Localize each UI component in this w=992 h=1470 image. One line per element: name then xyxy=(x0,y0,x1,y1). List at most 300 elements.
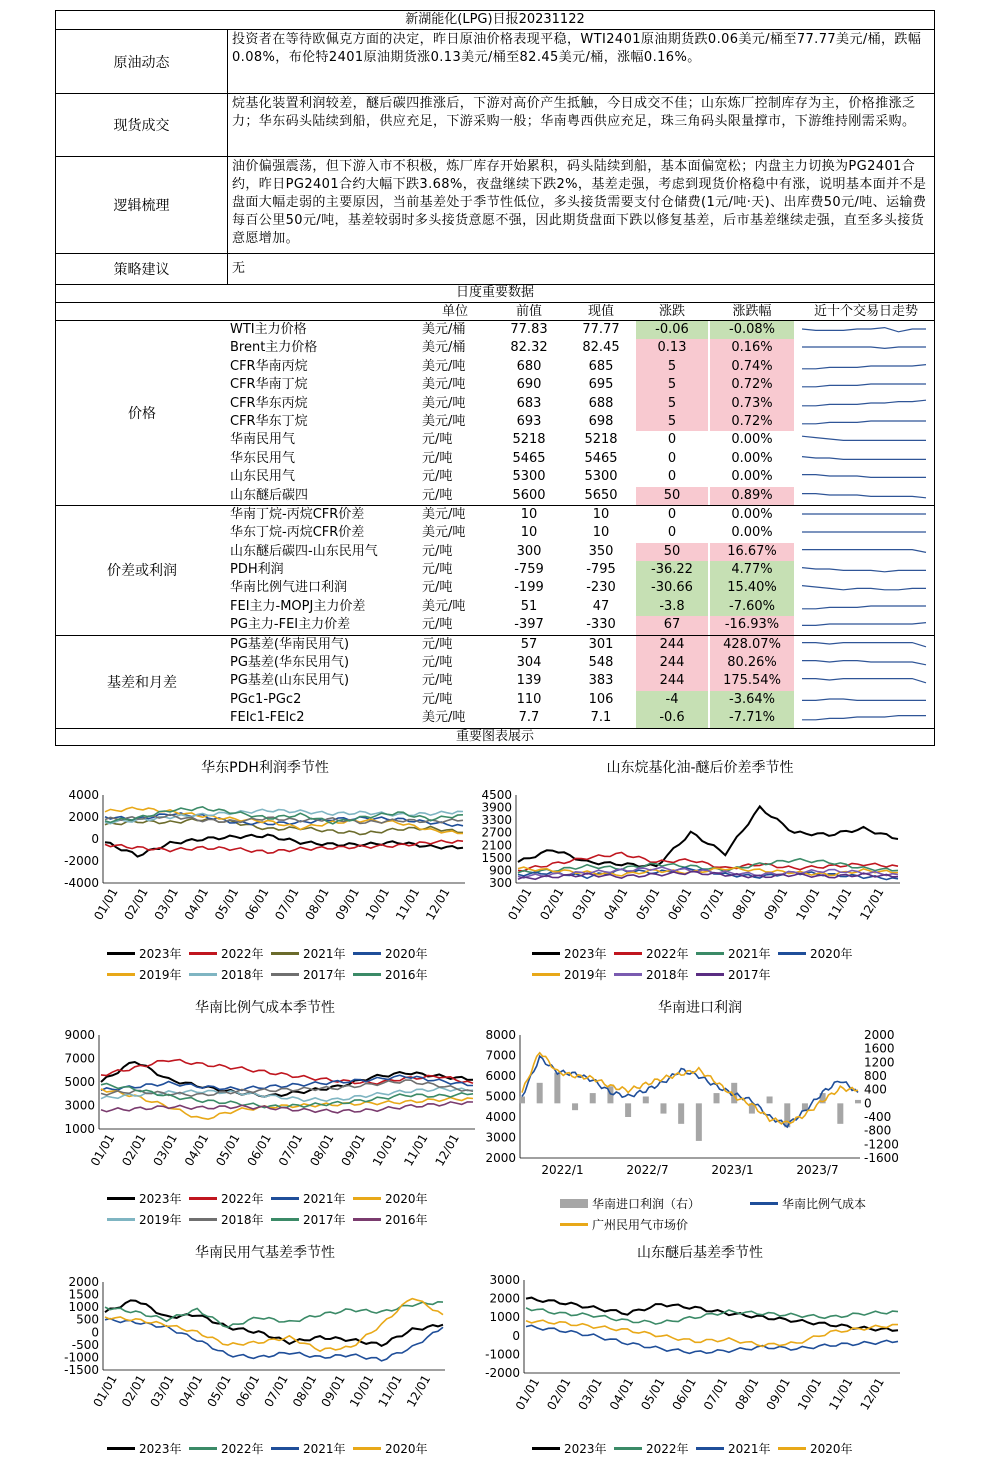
legend-label: 2022年 xyxy=(221,1192,264,1206)
row-chg: 0 xyxy=(667,469,677,485)
row-chg: 50 xyxy=(636,487,708,505)
row-name: CFR华南丁烷 xyxy=(230,377,308,393)
chart-canvas xyxy=(480,755,920,955)
data-row xyxy=(56,431,934,449)
legend-item xyxy=(532,966,607,983)
y-tick-label: 3300 xyxy=(481,813,512,828)
legend-item xyxy=(189,1440,264,1457)
row-pct: 0.00% xyxy=(731,506,773,522)
legend-item xyxy=(353,945,428,962)
legend-swatch xyxy=(353,952,381,955)
chart-title: 山东烷基化油-醚后价差季节性 xyxy=(606,760,794,776)
legend-label: 2019年 xyxy=(564,968,607,982)
y-tick-label: 2000 xyxy=(485,1151,516,1165)
section-text: 油价偏强震荡，但下游入市不积极，炼厂库存开始累积，码头陆续到船，基本面偏宽松；内盘主力切换为PG2401合约，昨日PG2401合约大幅下跌3.68%，夜盘继续下跌2%，基差走强，考虑到现货价格稳中有涨，说明基本面并不是盘面大幅走弱的主要原因，当前基差处于季节性低位，多头接货需要支付仓储费(1元/吨·天)、出库费50元/吨、运输费每百公里50元/吨，基差较弱时多头接货意愿不强，因此期货盘面下跌以修复基差，后市基差继续走强，直至多头接货意愿增加。 xyxy=(232,159,927,246)
chart xyxy=(480,995,920,1232)
legend-item xyxy=(107,966,182,983)
sparkline-path xyxy=(802,642,926,646)
section-row xyxy=(55,94,935,157)
col-pct: 涨跌幅 xyxy=(732,304,772,319)
data-row xyxy=(56,636,934,654)
sparkline-path xyxy=(802,586,926,590)
x-tick-label: 09/01 xyxy=(332,885,363,923)
row-unit: 元/吨 xyxy=(422,580,453,596)
legend-swatch xyxy=(271,952,299,955)
x-tick-label: 03/01 xyxy=(569,885,599,923)
bar-mark xyxy=(643,1097,649,1104)
row-chg: 5 xyxy=(636,358,708,376)
x-tick-label: 06/01 xyxy=(242,885,272,923)
row-prev: 10 xyxy=(520,506,538,522)
sparkline-path xyxy=(802,493,926,497)
col-cur: 现值 xyxy=(587,304,614,319)
trend-sparkline xyxy=(801,471,927,484)
row-prev: 51 xyxy=(520,598,538,614)
trend-sparkline xyxy=(801,361,927,374)
x-tick-label: 2023/1 xyxy=(711,1163,754,1177)
x-tick-label: 11/01 xyxy=(825,885,855,923)
row-pct: 0.00% xyxy=(731,432,773,448)
chart-title: 山东醚后基差季节性 xyxy=(637,1245,763,1261)
y-tick-label: 3000 xyxy=(485,1130,516,1145)
lpg-daily-report xyxy=(55,10,935,746)
trend-sparkline xyxy=(801,601,927,614)
chart-canvas xyxy=(55,995,475,1195)
row-prev: -397 xyxy=(514,617,544,633)
legend-label: 2017年 xyxy=(303,1213,346,1227)
series-line xyxy=(522,1053,858,1124)
y-tick-label: 4000 xyxy=(485,1110,516,1124)
legend-item xyxy=(271,1440,346,1457)
legend-item xyxy=(560,1195,700,1212)
legend-label: 2022年 xyxy=(221,1442,264,1456)
y-tick-label: 300 xyxy=(489,876,512,890)
legend-item xyxy=(189,945,264,962)
row-name: 山东民用气 xyxy=(230,469,296,485)
row-unit: 元/吨 xyxy=(422,673,453,689)
bar-mark xyxy=(537,1083,543,1104)
x-tick-label: 2022/1 xyxy=(541,1163,584,1177)
legend-label: 2017年 xyxy=(303,968,346,982)
legend-label: 2023年 xyxy=(564,947,607,961)
trend-sparkline xyxy=(801,434,927,447)
legend-swatch xyxy=(189,952,217,955)
bar-mark xyxy=(519,1097,525,1104)
legend-label: 2018年 xyxy=(646,968,689,982)
legend-swatch xyxy=(778,952,806,955)
y-tick-label: 0 xyxy=(512,1328,520,1343)
row-unit: 美元/吨 xyxy=(422,506,466,522)
y-tick-label: 3900 xyxy=(481,800,512,815)
row-cur: 301 xyxy=(588,636,614,652)
trend-sparkline xyxy=(801,453,927,466)
row-chg: 0 xyxy=(667,450,677,466)
legend-item xyxy=(271,945,346,962)
x-tick-label: 05/01 xyxy=(213,1131,243,1169)
x-tick-label: 03/01 xyxy=(151,885,182,923)
row-pct: -3.64% xyxy=(710,691,794,709)
legend-swatch xyxy=(532,1447,560,1450)
trend-sparkline xyxy=(801,490,927,503)
legend-item xyxy=(696,966,771,983)
row-prev: 693 xyxy=(516,413,542,429)
legend-swatch xyxy=(189,1218,217,1221)
legend-item xyxy=(614,966,689,983)
legend-swatch xyxy=(107,1447,135,1450)
row-pct: 0.74% xyxy=(710,358,794,376)
x-tick-label: 07/01 xyxy=(275,1131,306,1169)
legend-label: 2016年 xyxy=(385,1213,428,1227)
legend-label: 2022年 xyxy=(221,947,264,961)
trend-sparkline xyxy=(801,712,927,725)
chart-canvas xyxy=(55,755,475,955)
sparkline-path xyxy=(802,661,926,665)
x-tick-label: 09/01 xyxy=(761,885,791,923)
row-unit: 美元/桶 xyxy=(422,322,466,337)
sparkline-path xyxy=(802,606,926,609)
data-row xyxy=(56,450,934,468)
x-tick-label: 08/01 xyxy=(289,1372,320,1410)
section-text: 无 xyxy=(232,261,246,276)
row-unit: 美元/吨 xyxy=(422,598,466,614)
row-pct: 0.73% xyxy=(710,395,794,413)
row-chg: -4 xyxy=(636,691,708,709)
row-pct: 0.00% xyxy=(731,525,773,541)
row-pct: -7.71% xyxy=(710,709,794,727)
legend-swatch xyxy=(271,1447,299,1450)
row-prev: 5465 xyxy=(512,450,546,466)
row-name: WTI主力价格 xyxy=(230,322,307,337)
section-label: 现货成交 xyxy=(56,94,228,156)
row-prev: 690 xyxy=(516,377,542,393)
x-tick-label: 08/01 xyxy=(307,1131,337,1169)
data-row xyxy=(56,616,934,634)
y-tick-label: 2000 xyxy=(489,1291,520,1306)
row-chg: 50 xyxy=(636,543,708,561)
y2-tick-label: 0 xyxy=(864,1096,872,1111)
trend-sparkline xyxy=(801,694,927,707)
y-tick-label: 500 xyxy=(76,1312,99,1327)
series-line xyxy=(105,1302,443,1328)
legend-label: 2018年 xyxy=(221,968,264,982)
y-tick-label: -1500 xyxy=(64,1363,99,1377)
sparkline-path xyxy=(802,384,926,387)
row-cur: 7.1 xyxy=(590,710,612,726)
trend-sparkline xyxy=(801,619,927,632)
legend-swatch xyxy=(696,1447,724,1450)
legend-label: 2020年 xyxy=(810,1442,853,1456)
row-cur: 77.77 xyxy=(582,322,620,337)
trend-sparkline xyxy=(801,527,927,540)
x-tick-label: 2022/7 xyxy=(626,1163,669,1177)
legend-item xyxy=(107,1440,182,1457)
row-name: FEIc1-FEIc2 xyxy=(230,710,305,726)
row-cur: 10 xyxy=(592,525,610,541)
legend-label: 2023年 xyxy=(564,1442,607,1456)
sparkline-path xyxy=(802,400,926,406)
report-title: 新湖能化(LPG)日报20231122 xyxy=(55,10,935,30)
x-tick-label: 07/01 xyxy=(700,1375,731,1413)
sparkline-path xyxy=(802,421,926,424)
y-tick-label: 3000 xyxy=(489,1273,520,1287)
y-tick-label: 1000 xyxy=(64,1122,95,1136)
row-cur: 5218 xyxy=(584,432,618,448)
row-pct: 175.54% xyxy=(710,672,794,690)
legend-item xyxy=(353,1211,428,1228)
row-prev: 300 xyxy=(516,543,542,559)
bar-mark xyxy=(572,1103,578,1110)
row-chg: -0.06 xyxy=(636,321,708,339)
row-name: PDH利润 xyxy=(230,562,284,578)
legend-item xyxy=(778,945,853,962)
y-tick-label: -1000 xyxy=(64,1350,99,1365)
x-tick-label: 12/01 xyxy=(432,1131,462,1169)
x-tick-label: 03/01 xyxy=(575,1375,605,1413)
row-unit: 美元/吨 xyxy=(422,525,466,541)
x-tick-label: 08/01 xyxy=(732,1375,762,1413)
row-pct: -0.08% xyxy=(710,321,794,339)
chart-title: 华南民用气基差季节性 xyxy=(195,1245,335,1261)
legend-item xyxy=(696,1440,771,1457)
row-cur: 5300 xyxy=(584,469,618,485)
legend-item xyxy=(107,1211,182,1228)
row-unit: 元/吨 xyxy=(422,543,453,559)
y-tick-label: 1500 xyxy=(68,1287,99,1302)
y2-tick-label: 1200 xyxy=(864,1055,895,1070)
row-pct: 428.07% xyxy=(710,636,794,654)
legend-swatch xyxy=(696,952,724,955)
y-tick-label: 2100 xyxy=(481,838,512,853)
group-label: 基差和月差 xyxy=(107,674,177,691)
bar-mark xyxy=(802,1103,808,1110)
col-unit: 单位 xyxy=(441,304,468,319)
row-pct: 15.40% xyxy=(710,579,794,597)
row-chg: 0 xyxy=(667,525,677,541)
row-prev: 5218 xyxy=(512,432,546,448)
bar-mark xyxy=(714,1093,720,1103)
row-prev: 5300 xyxy=(512,469,546,485)
x-tick-label: 08/01 xyxy=(302,885,332,923)
y-tick-label: 1000 xyxy=(68,1300,99,1315)
legend-label: 2020年 xyxy=(810,947,853,961)
legend-swatch xyxy=(750,1202,778,1205)
row-unit: 美元/吨 xyxy=(422,358,466,374)
bar-mark xyxy=(855,1100,861,1103)
x-tick-label: 03/01 xyxy=(150,1131,180,1169)
legend-item xyxy=(271,1211,346,1228)
section-row xyxy=(55,157,935,254)
legend-label: 2023年 xyxy=(139,1442,182,1456)
legend-item xyxy=(353,966,428,983)
y2-tick-label: -1600 xyxy=(864,1151,899,1165)
daily-data-header: 日度重要数据 xyxy=(55,285,935,303)
row-cur: 106 xyxy=(588,691,614,707)
row-prev: -199 xyxy=(514,580,544,596)
legend-label: 广州民用气市场价 xyxy=(592,1218,689,1232)
row-prev: 7.7 xyxy=(518,710,540,726)
legend-item xyxy=(532,945,607,962)
sparkline-path xyxy=(802,328,926,332)
y-tick-label: 2000 xyxy=(68,810,99,824)
y-tick-label: 4500 xyxy=(481,788,512,802)
row-unit: 元/吨 xyxy=(422,469,453,485)
legend-label: 2022年 xyxy=(646,1442,689,1456)
data-row xyxy=(56,468,934,486)
trend-sparkline xyxy=(801,546,927,559)
legend-label: 2018年 xyxy=(221,1213,264,1227)
row-unit: 美元/吨 xyxy=(422,413,466,429)
y2-tick-label: 800 xyxy=(864,1069,887,1083)
legend-label: 华南进口利润（右） xyxy=(592,1197,701,1211)
legend-swatch xyxy=(271,1218,299,1221)
row-chg: -0.6 xyxy=(636,709,708,727)
row-prev: 57 xyxy=(520,636,538,652)
legend-label: 2020年 xyxy=(385,1192,428,1206)
chart-title: 华东PDH利润季节性 xyxy=(201,760,329,776)
row-cur: 350 xyxy=(588,543,614,559)
bar-mark xyxy=(678,1103,684,1124)
y-tick-label: 5000 xyxy=(64,1075,95,1089)
bar-mark xyxy=(837,1103,843,1124)
legend-swatch xyxy=(614,1447,642,1450)
y2-tick-label: -1200 xyxy=(864,1137,899,1152)
trend-sparkline xyxy=(801,324,927,337)
row-chg: 244 xyxy=(636,636,708,654)
y-tick-label: 900 xyxy=(489,863,512,878)
sparkline-path xyxy=(802,364,926,368)
legend-swatch xyxy=(189,1447,217,1450)
data-row xyxy=(56,321,934,339)
legend-swatch xyxy=(532,952,560,955)
charts-header: 重要图表展示 xyxy=(55,728,935,746)
x-tick-label: 01/01 xyxy=(87,1131,118,1169)
y2-tick-label: -400 xyxy=(864,1110,892,1124)
row-name: 华东民用气 xyxy=(230,450,296,466)
row-prev: 77.83 xyxy=(510,322,548,337)
row-unit: 元/吨 xyxy=(422,691,453,707)
x-tick-label: 01/01 xyxy=(90,1372,120,1410)
legend-item xyxy=(560,1216,688,1233)
row-name: 华南比例气进口利润 xyxy=(230,580,348,596)
y-tick-label: 8000 xyxy=(485,1028,516,1042)
legend-swatch xyxy=(560,1199,588,1208)
sparkline-path xyxy=(802,347,926,348)
legend-swatch xyxy=(614,952,642,955)
row-cur: 5465 xyxy=(584,450,618,466)
x-tick-label: 05/01 xyxy=(638,1375,668,1413)
y-tick-label: 1500 xyxy=(481,850,512,865)
legend-swatch xyxy=(107,973,135,976)
row-chg: 0 xyxy=(667,506,677,522)
x-tick-label: 10/01 xyxy=(794,1375,825,1413)
legend-label: 华南比例气成本 xyxy=(782,1197,867,1211)
row-unit: 元/吨 xyxy=(422,636,453,652)
legend-item xyxy=(271,966,346,983)
legend-item xyxy=(778,1440,853,1457)
bar-mark xyxy=(660,1103,666,1113)
x-tick-label: 10/01 xyxy=(369,1131,400,1169)
row-name: CFR华东丙烷 xyxy=(230,395,308,411)
row-chg: 5 xyxy=(636,395,708,413)
data-row xyxy=(56,672,934,690)
y2-tick-label: 2000 xyxy=(864,1028,895,1042)
chart-canvas xyxy=(55,1240,475,1440)
x-tick-label: 11/01 xyxy=(392,885,423,923)
x-tick-label: 11/01 xyxy=(375,1372,405,1410)
section-row xyxy=(55,30,935,94)
trend-sparkline xyxy=(801,639,927,652)
y-tick-label: 7000 xyxy=(64,1051,95,1066)
bar-mark xyxy=(590,1093,596,1103)
section-label: 策略建议 xyxy=(56,254,228,284)
row-name: CFR华东丁烷 xyxy=(230,413,308,429)
row-prev: 683 xyxy=(516,395,542,411)
section-label: 逻辑梳理 xyxy=(56,157,228,253)
legend-swatch xyxy=(353,973,381,976)
x-tick-label: 12/01 xyxy=(857,885,887,923)
row-cur: 5650 xyxy=(584,487,618,503)
x-tick-label: 10/01 xyxy=(346,1372,377,1410)
data-row xyxy=(56,598,934,616)
sparkline-path xyxy=(802,549,926,552)
series-line xyxy=(105,1299,443,1352)
row-pct: 0.00% xyxy=(731,450,773,466)
row-name: PGc1-PGc2 xyxy=(230,691,302,707)
row-cur: 548 xyxy=(588,655,614,671)
x-tick-label: 11/01 xyxy=(401,1131,431,1169)
x-tick-label: 02/01 xyxy=(118,1372,149,1410)
data-group xyxy=(55,635,935,728)
y-tick-label: 0 xyxy=(91,1325,99,1340)
y-tick-label: 5000 xyxy=(485,1089,516,1104)
data-row xyxy=(56,543,934,561)
row-chg: -3.8 xyxy=(636,598,708,616)
x-tick-label: 09/01 xyxy=(318,1372,348,1410)
row-chg: 5 xyxy=(636,413,708,431)
y-tick-label: 3000 xyxy=(64,1098,95,1113)
legend-swatch xyxy=(107,1197,135,1200)
row-prev: 10 xyxy=(520,525,538,541)
row-chg: 5 xyxy=(636,376,708,394)
row-chg: 244 xyxy=(636,654,708,672)
row-unit: 元/吨 xyxy=(422,562,453,578)
y2-tick-label: 400 xyxy=(864,1082,887,1097)
row-chg: 0 xyxy=(667,432,677,448)
chart xyxy=(55,995,475,1225)
row-pct: -7.60% xyxy=(710,598,794,616)
row-chg: 0.13 xyxy=(636,339,708,357)
row-pct: 0.72% xyxy=(710,413,794,431)
sparkline-path xyxy=(802,475,926,478)
x-tick-label: 04/01 xyxy=(181,885,212,923)
y-tick-label: -2000 xyxy=(485,1366,520,1380)
series-line xyxy=(518,806,898,866)
row-unit: 元/吨 xyxy=(422,487,453,503)
legend-label: 2020年 xyxy=(385,947,428,961)
row-prev: 5600 xyxy=(512,487,546,503)
legend-label: 2021年 xyxy=(303,1192,346,1206)
legend-swatch xyxy=(778,1447,806,1450)
legend-label: 2019年 xyxy=(139,1213,182,1227)
x-tick-label: 01/01 xyxy=(512,1375,543,1413)
section-text: 投资者在等待欧佩克方面的决定，昨日原油价格表现平稳，WTI2401原油期货跌0.06美元/桶至77.77美元/桶，跌幅0.08%，布伦特2401原油期货涨0.13美元/桶至82.45美元/桶，涨幅0.16%。 xyxy=(232,32,922,65)
chart-canvas xyxy=(480,995,920,1195)
data-row xyxy=(56,395,934,413)
row-unit: 美元/桶 xyxy=(422,340,466,356)
x-tick-label: 05/01 xyxy=(633,885,663,923)
x-tick-label: 07/01 xyxy=(261,1372,291,1410)
row-cur: -330 xyxy=(586,617,616,633)
